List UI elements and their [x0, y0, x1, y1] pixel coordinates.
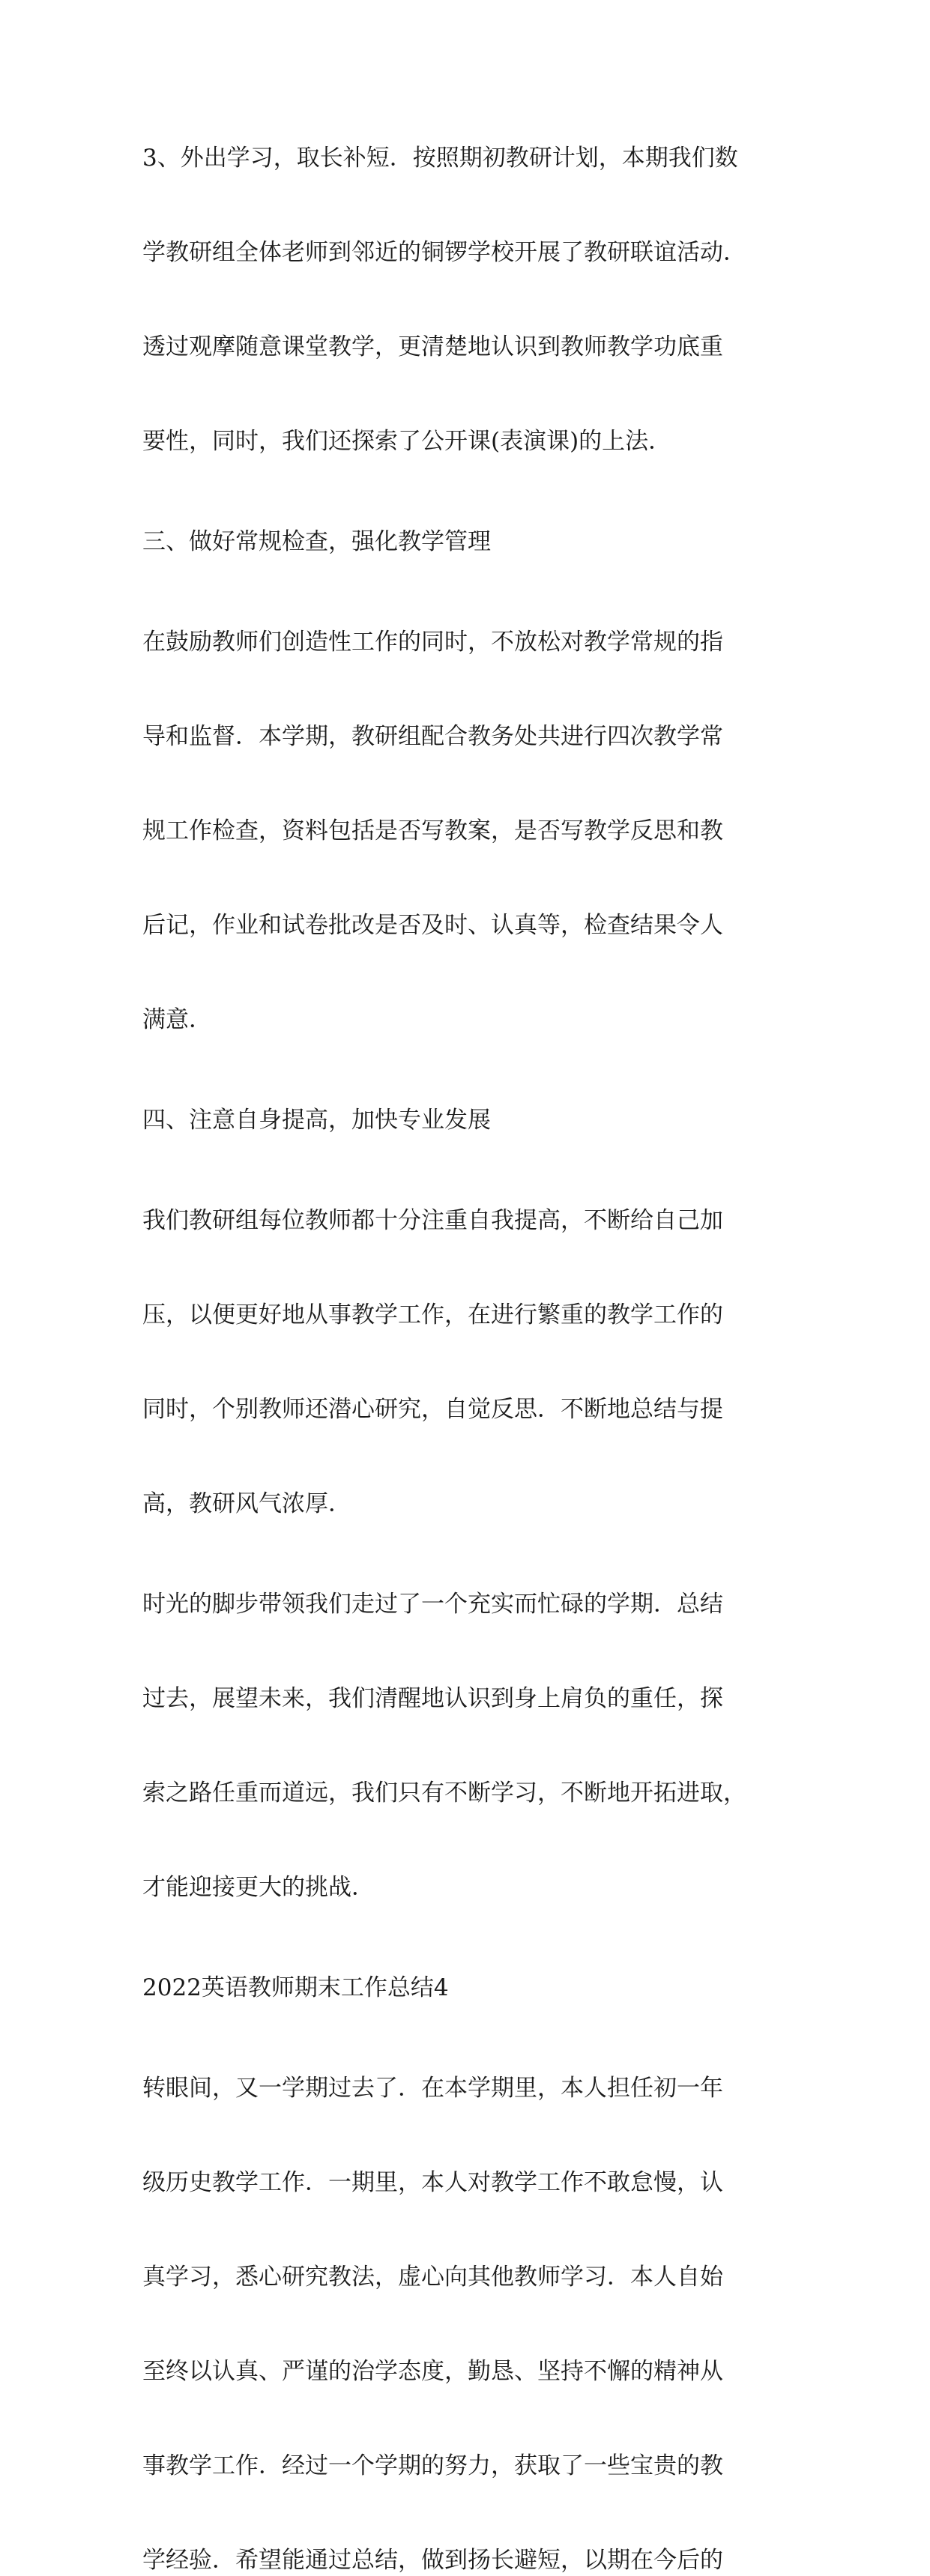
- text-line: 真学习，悉心研究教法，虚心向其他教师学习．本人自始: [142, 2264, 723, 2291]
- text-line: 学教研组全体老师到邻近的铜锣学校开展了教研联谊活动．: [142, 239, 746, 266]
- paragraph-routine-checks: [142, 595, 787, 1035]
- text-line: 时光的脚步带领我们走过了一个充实而忙碌的学期．总结: [142, 1591, 723, 1618]
- paragraph-outside-learning: [142, 111, 787, 457]
- document-body: [142, 111, 787, 2576]
- text-line: 转眼间，又一学期过去了．在本学期里，本人担任初一年: [142, 2075, 723, 2102]
- text-line: 级历史教学工作．一期里，本人对教学工作不敢怠慢，认: [142, 2169, 723, 2196]
- document-section-title: [142, 1941, 787, 2004]
- text-line: 至终以认真、严谨的治学态度，勤恳、坚持不懈的精神从: [142, 2358, 723, 2385]
- section-heading-4: [142, 1073, 787, 1136]
- text-line: 3、外出学习，取长补短．按照期初教研计划，本期我们数: [142, 145, 738, 172]
- text-line: 索之路任重而道远，我们只有不断学习，不断地开拓进取，: [142, 1780, 746, 1806]
- text-line: 事教学工作．经过一个学期的努力，获取了一些宝贵的教: [142, 2452, 723, 2479]
- text-line: 后记，作业和试卷批改是否及时、认真等，检查结果令人: [142, 912, 723, 939]
- text-line: 才能迎接更大的挑战．: [142, 1874, 375, 1901]
- text-line: 导和监督．本学期，教研组配合教务处共进行四次教学常: [142, 723, 723, 750]
- text-line: 学经验．希望能通过总结，做到扬长避短，以期在今后的: [142, 2547, 723, 2574]
- text-line: 高，教研风气浓厚．: [142, 1490, 351, 1517]
- heading-text: 三、做好常规检查，强化教学管理: [142, 528, 491, 555]
- heading-text: 四、注意自身提高，加快专业发展: [142, 1107, 491, 1134]
- text-line: 规工作检查，资料包括是否写教案，是否写教学反思和教: [142, 817, 723, 844]
- text-line: 在鼓励教师们创造性工作的同时，不放松对教学常规的指: [142, 629, 723, 656]
- paragraph-conclusion: [142, 1557, 787, 1903]
- heading-text: 2022英语教师期末工作总结4: [142, 1974, 449, 2001]
- text-line: 我们教研组每位教师都十分注重自我提高，不断给自己加: [142, 1207, 723, 1234]
- paragraph-semester-summary: [142, 2041, 787, 2576]
- text-line: 要性，同时，我们还探索了公开课(表演课)的上法．: [142, 428, 672, 455]
- section-heading-3: [142, 495, 787, 557]
- text-line: 同时，个别教师还潜心研究，自觉反思．不断地总结与提: [142, 1396, 723, 1423]
- text-line: 压，以便更好地从事教学工作，在进行繁重的教学工作的: [142, 1301, 723, 1328]
- text-line: 过去，展望未来，我们清醒地认识到身上肩负的重任，探: [142, 1685, 723, 1712]
- paragraph-self-improvement: [142, 1173, 787, 1520]
- text-line: 透过观摩随意课堂教学，更清楚地认识到教师教学功底重: [142, 333, 723, 360]
- text-line: 满意．: [142, 1006, 212, 1033]
